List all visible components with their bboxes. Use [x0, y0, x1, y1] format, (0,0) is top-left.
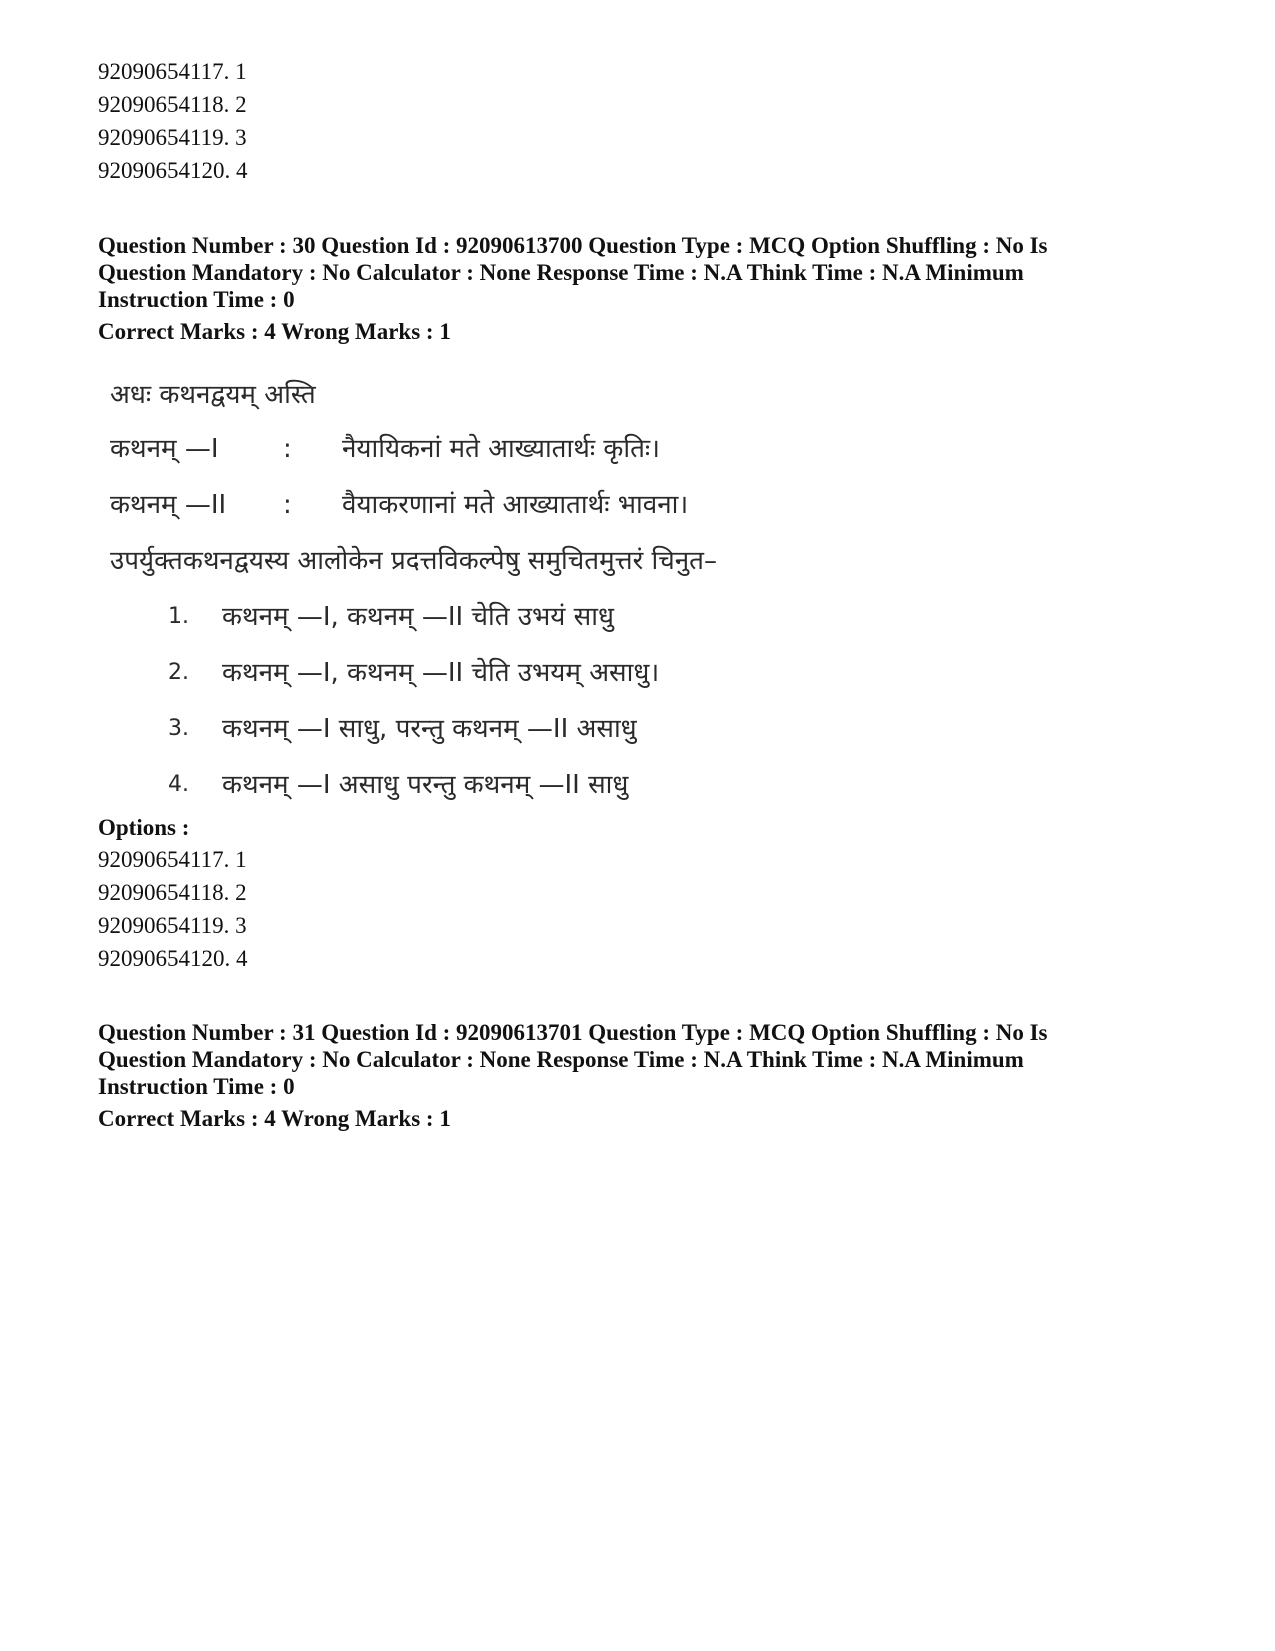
q30-question-image — [110, 378, 830, 838]
q30-header-line-2: Question Mandatory : No Calculator : None Response Time : N.A Think Time : N.A Minimum — [98, 260, 1024, 285]
q30-choice-3-number: 3. — [168, 716, 189, 741]
q30-option-4: 92090654120. 4 — [98, 946, 248, 971]
prev-option-4: 92090654120. 4 — [98, 158, 248, 183]
q31-header-line-3: Instruction Time : 0 — [98, 1074, 295, 1099]
q30-statement-1-colon: : — [283, 434, 292, 464]
q30-intro: अधः कथनद्वयम् अस्ति — [110, 380, 316, 410]
q30-statement-2-text: वैयाकरणानां मते आख्यातार्थः भावना। — [342, 490, 689, 520]
q30-choice-2-text: कथनम् —I, कथनम् —II चेति उभयम् असाधु। — [222, 658, 660, 688]
prev-option-3: 92090654119. 3 — [98, 125, 247, 150]
q30-statement-1-text: नैयायिकनां मते आख्यातार्थः कृतिः। — [342, 434, 660, 464]
prev-option-2: 92090654118. 2 — [98, 92, 247, 117]
q30-option-2: 92090654118. 2 — [98, 880, 247, 905]
q30-instruction: उपर्युक्तकथनद्वयस्य आलोकेन प्रदत्तविकल्पेषु समुचितमुत्तरं चिनुत– — [110, 546, 717, 576]
q30-statement-1-label: कथनम् —I — [110, 434, 219, 464]
q30-choice-4-number: 4. — [168, 772, 189, 797]
q30-choice-1-text: कथनम् —I, कथनम् —II चेति उभयं साधु — [222, 602, 614, 632]
q30-options-label: Options : — [98, 815, 190, 840]
q30-choice-4-text: कथनम् —I असाधु परन्तु कथनम् —II साधु — [222, 770, 629, 800]
q30-choice-2-number: 2. — [168, 660, 189, 685]
q30-choice-3-text: कथनम् —I साधु, परन्तु कथनम् —II असाधु — [222, 714, 637, 744]
q30-marks: Correct Marks : 4 Wrong Marks : 1 — [98, 319, 451, 344]
q31-marks: Correct Marks : 4 Wrong Marks : 1 — [98, 1106, 451, 1131]
q31-header-line-1: Question Number : 31 Question Id : 92090613701 Question Type : MCQ Option Shuffling : No Is — [98, 1020, 1048, 1045]
q30-choice-1-number: 1. — [168, 604, 189, 629]
q30-statement-2-colon: : — [283, 490, 292, 520]
q30-header-line-1: Question Number : 30 Question Id : 92090613700 Question Type : MCQ Option Shuffling : No Is — [98, 233, 1048, 258]
q30-option-1: 92090654117. 1 — [98, 847, 247, 872]
q30-statement-2-label: कथनम् —II — [110, 490, 227, 520]
q30-option-3: 92090654119. 3 — [98, 913, 247, 938]
q31-header-line-2: Question Mandatory : No Calculator : None Response Time : N.A Think Time : N.A Minimum — [98, 1047, 1024, 1072]
q30-header-line-3: Instruction Time : 0 — [98, 287, 295, 312]
prev-option-1: 92090654117. 1 — [98, 59, 247, 84]
